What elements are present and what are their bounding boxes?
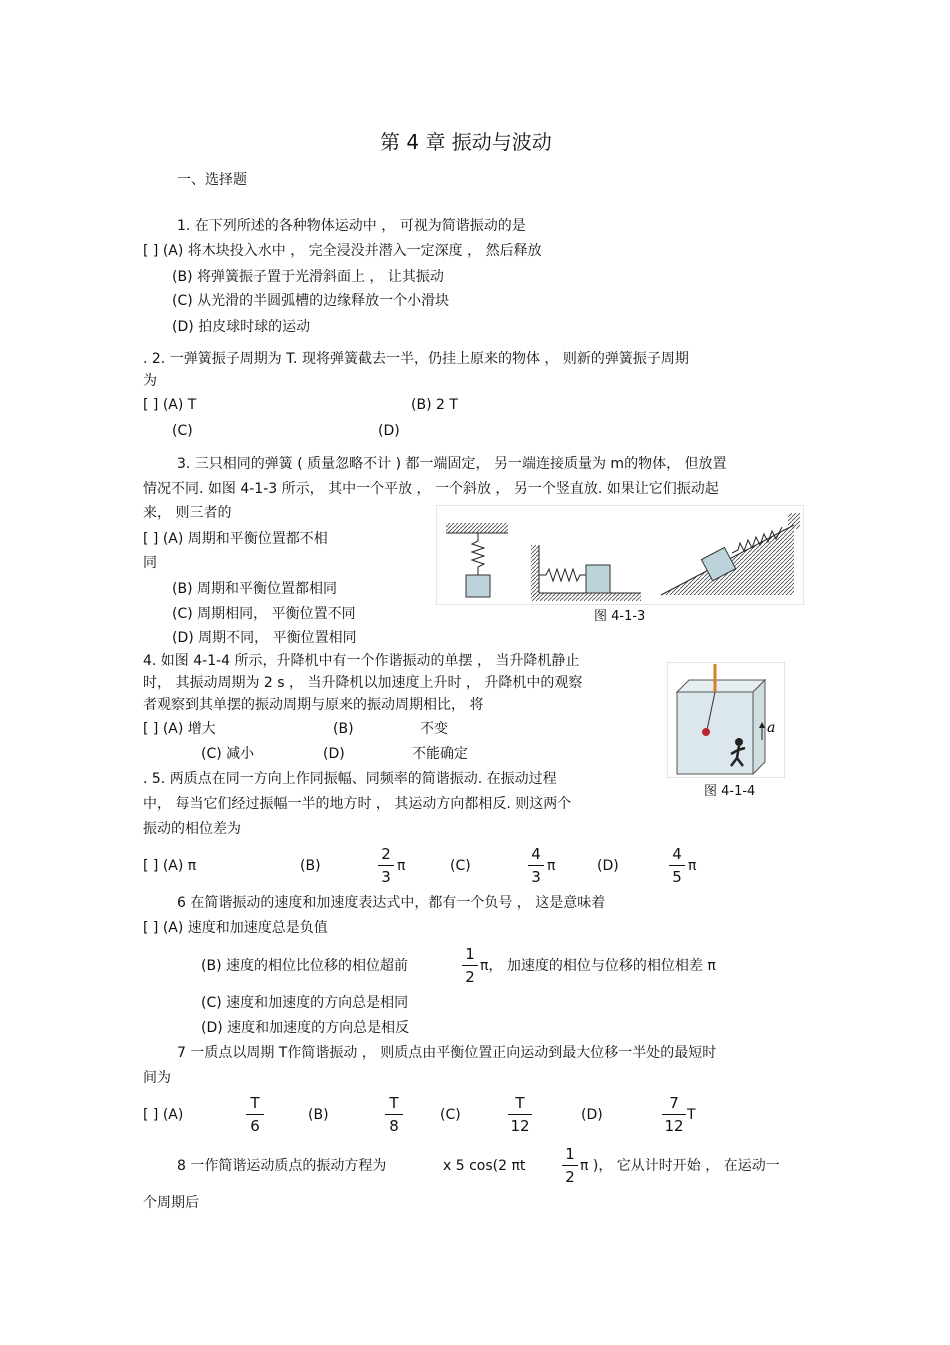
- q3-option-d: (D) 周期不同， 平衡位置相同: [172, 630, 357, 646]
- q7-c-fraction: T 12: [508, 1094, 532, 1135]
- q6-stem: 6 在简谐振动的速度和加速度表达式中，都有一个负号 ， 这是意味着: [177, 895, 606, 911]
- q6-option-a: [ ] (A) 速度和加速度总是负值: [143, 920, 328, 936]
- page-title: 第 4 章 振动与波动: [380, 130, 552, 154]
- q4-stem-cont: 时， 其振动周期为 2 s ， 当升降机以加速度上升时 ， 升降机中的观察: [143, 675, 583, 691]
- q8-fraction: 1 2: [562, 1145, 578, 1186]
- q4-option-a: [ ] (A) 增大: [143, 721, 216, 737]
- q5-option-b: (B): [300, 858, 321, 874]
- q7-option-d: (D): [581, 1107, 603, 1123]
- q2-stem: . 2. 一弹簧振子周期为 T. 现将弹簧截去一半，仍挂上原来的物体 ， 则新的弹簧振子周期: [143, 351, 689, 367]
- q4-option-d-text: 不能确定: [412, 746, 468, 762]
- q8-equation-tail: π )， 它从计时开始 ， 在运动一: [580, 1158, 780, 1174]
- q7-a-fraction: T 6: [246, 1094, 264, 1135]
- q6-option-b: (B) 速度的相位比位移的相位超前: [201, 958, 408, 974]
- q5-d-fraction: 4 5: [669, 845, 685, 886]
- q3-option-b: (B) 周期和平衡位置都相同: [172, 581, 337, 597]
- q2-stem-cont: 为: [143, 373, 157, 389]
- q1-option-c: (C) 从光滑的半圆弧槽的边缘释放一个小滑块: [172, 293, 450, 309]
- q3-stem: 3. 三只相同的弹簧 ( 质量忽略不计 ) 都一端固定， 另一端连接质量为 m的物体， 但放置: [177, 456, 727, 472]
- q1-option-b: (B) 将弹簧振子置于光滑斜面上 ， 让其振动: [172, 269, 444, 285]
- q6-option-c: (C) 速度和加速度的方向总是相同: [201, 995, 409, 1011]
- q3-option-c: (C) 周期相同， 平衡位置不同: [172, 606, 356, 622]
- q4-option-b-text: 不变: [420, 721, 448, 737]
- figure-4-1-4-caption: 图 4-1-4: [704, 784, 756, 799]
- q5-d-pi: π: [688, 858, 697, 874]
- q5-c-pi: π: [547, 858, 556, 874]
- q1-option-d: (D) 拍皮球时球的运动: [172, 319, 311, 335]
- figure-4-1-3: [436, 505, 804, 605]
- q8-stem-cont: 个周期后: [143, 1195, 199, 1211]
- q5-b-pi: π: [397, 858, 406, 874]
- q3-option-a-cont: 同: [143, 555, 157, 571]
- q4-option-b: (B): [333, 721, 354, 737]
- section-heading: 一、选择题: [177, 172, 247, 188]
- q2-option-a: [ ] (A) T: [143, 397, 197, 413]
- acceleration-label: a: [767, 720, 776, 736]
- q5-stem: . 5. 两质点在同一方向上作同振幅、同频率的简谐振动. 在振动过程: [143, 771, 557, 787]
- q5-stem-cont2: 振动的相位差为: [143, 821, 241, 837]
- figure-4-1-3-caption: 图 4-1-3: [594, 609, 646, 624]
- q1-option-a: [ ] (A) 将木块投入水中 ， 完全浸没并潜入一定深度 ， 然后释放: [143, 243, 542, 259]
- q8-equation: x 5 cos(2 πt: [443, 1158, 526, 1174]
- q5-c-fraction: 4 3: [528, 845, 544, 886]
- q5-stem-cont: 中， 每当它们经过振幅一半的地方时 ， 其运动方向都相反. 则这两个: [143, 796, 572, 812]
- q4-option-c: (C) 减小: [201, 746, 255, 762]
- q7-d-tail: T: [687, 1107, 696, 1123]
- q4-stem: 4. 如图 4-1-4 所示，升降机中有一个作谐振动的单摆 ， 当升降机静止: [143, 653, 580, 669]
- q5-b-fraction: 2 3: [378, 845, 394, 886]
- q5-option-c: (C): [450, 858, 471, 874]
- q7-stem: 7 一质点以周期 T作简谐振动 ， 则质点由平衡位置正向运动到最大位移一半处的最短时: [177, 1045, 717, 1061]
- q7-d-fraction: 7 12: [662, 1094, 686, 1135]
- q6-option-d: (D) 速度和加速度的方向总是相反: [201, 1020, 410, 1036]
- q3-option-a: [ ] (A) 周期和平衡位置都不相: [143, 531, 328, 547]
- q6-option-b-tail: π， 加速度的相位与位移的相位相差 π: [480, 958, 716, 974]
- q7-option-b: (B): [308, 1107, 329, 1123]
- q7-option-c: (C): [440, 1107, 461, 1123]
- q7-option-a: [ ] (A): [143, 1107, 184, 1123]
- q2-option-b: (B) 2 T: [411, 397, 458, 413]
- q5-option-a: [ ] (A) π: [143, 858, 197, 874]
- q7-stem-cont: 间为: [143, 1070, 171, 1086]
- q5-option-d: (D): [597, 858, 619, 874]
- q4-option-d: (D): [323, 746, 345, 762]
- q6-b-fraction: 1 2: [462, 945, 478, 986]
- figure-4-1-4: [667, 662, 785, 778]
- q7-b-fraction: T 8: [385, 1094, 403, 1135]
- q2-option-c: (C): [172, 423, 193, 439]
- q8-stem: 8 一作简谐运动质点的振动方程为: [177, 1158, 387, 1174]
- q1-stem: 1. 在下列所述的各种物体运动中 ， 可视为简谐振动的是: [177, 218, 526, 234]
- q2-option-d: (D): [378, 423, 400, 439]
- q3-stem-cont: 情况不同. 如图 4-1-3 所示， 其中一个平放 ， 一个斜放 ， 另一个竖直放. 如果让它们振动起: [143, 481, 719, 497]
- q4-stem-cont2: 者观察到其单摆的振动周期与原来的振动周期相比， 将: [143, 697, 484, 713]
- q3-stem-cont2: 来， 则三者的: [143, 505, 232, 521]
